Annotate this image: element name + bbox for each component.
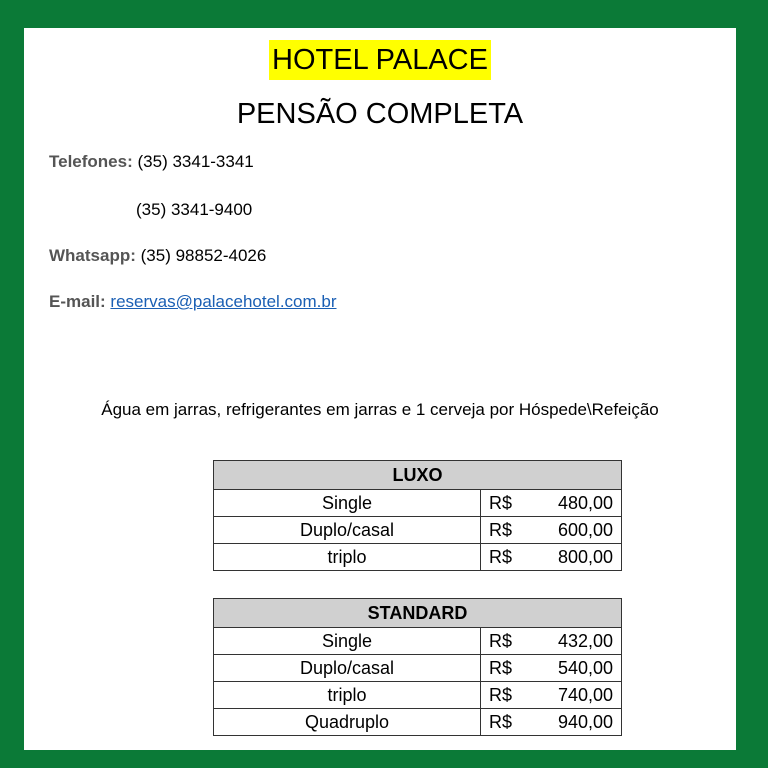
table-row [214,490,622,517]
price-cell [481,709,622,736]
price-value: 540,00 [557,657,613,678]
table-row [214,517,622,544]
phone-2: (35) 3341-9400 [136,200,253,219]
room-type: Quadruplo [214,709,481,736]
standard-table [213,598,622,736]
whatsapp-number: (35) 98852-4026 [140,246,267,265]
whatsapp-label: Whatsapp: [49,246,136,265]
price-cell [481,655,622,682]
currency: R$ [489,630,513,651]
currency: R$ [489,519,513,540]
price-value: 800,00 [557,546,613,567]
table-header-row [214,599,622,628]
luxo-table [213,460,622,571]
table-row [214,544,622,571]
room-type: triplo [214,544,481,571]
currency: R$ [489,546,513,567]
table-row [214,655,622,682]
email-line [49,292,337,312]
room-type: Single [214,628,481,655]
currency: R$ [489,492,513,513]
price-cell [481,544,622,571]
price-value: 432,00 [557,630,613,651]
phones-label: Telefones: [49,152,133,171]
phones-line [49,152,254,172]
room-type: Duplo/casal [214,517,481,544]
luxo-table-title: LUXO [214,461,622,490]
table-row [214,628,622,655]
phone-1: (35) 3341-3341 [137,152,254,171]
price-value: 740,00 [557,684,613,705]
room-type: triplo [214,682,481,709]
price-value: 940,00 [557,711,613,732]
table-row [214,709,622,736]
price-value: 480,00 [557,492,613,513]
subtitle: PENSÃO COMPLETA [236,98,524,130]
document-page [24,28,736,750]
table-row [214,682,622,709]
title-wrap [24,40,736,80]
standard-table-title: STANDARD [214,599,622,628]
currency: R$ [489,684,513,705]
hotel-title: HOTEL PALACE [269,40,491,80]
price-cell [481,682,622,709]
whatsapp-line [49,246,266,266]
email-label: E-mail: [49,292,106,311]
phone-2-line [136,200,252,220]
currency: R$ [489,657,513,678]
price-cell [481,517,622,544]
beverage-note: Água em jarras, refrigerantes em jarras e 1 cerveja por Hóspede\Refeição [101,400,659,419]
price-cell [481,628,622,655]
price-cell [481,490,622,517]
email-link[interactable]: reservas@palacehotel.com.br [110,292,337,311]
room-type: Duplo/casal [214,655,481,682]
room-type: Single [214,490,481,517]
currency: R$ [489,711,513,732]
price-value: 600,00 [557,519,613,540]
table-header-row [214,461,622,490]
